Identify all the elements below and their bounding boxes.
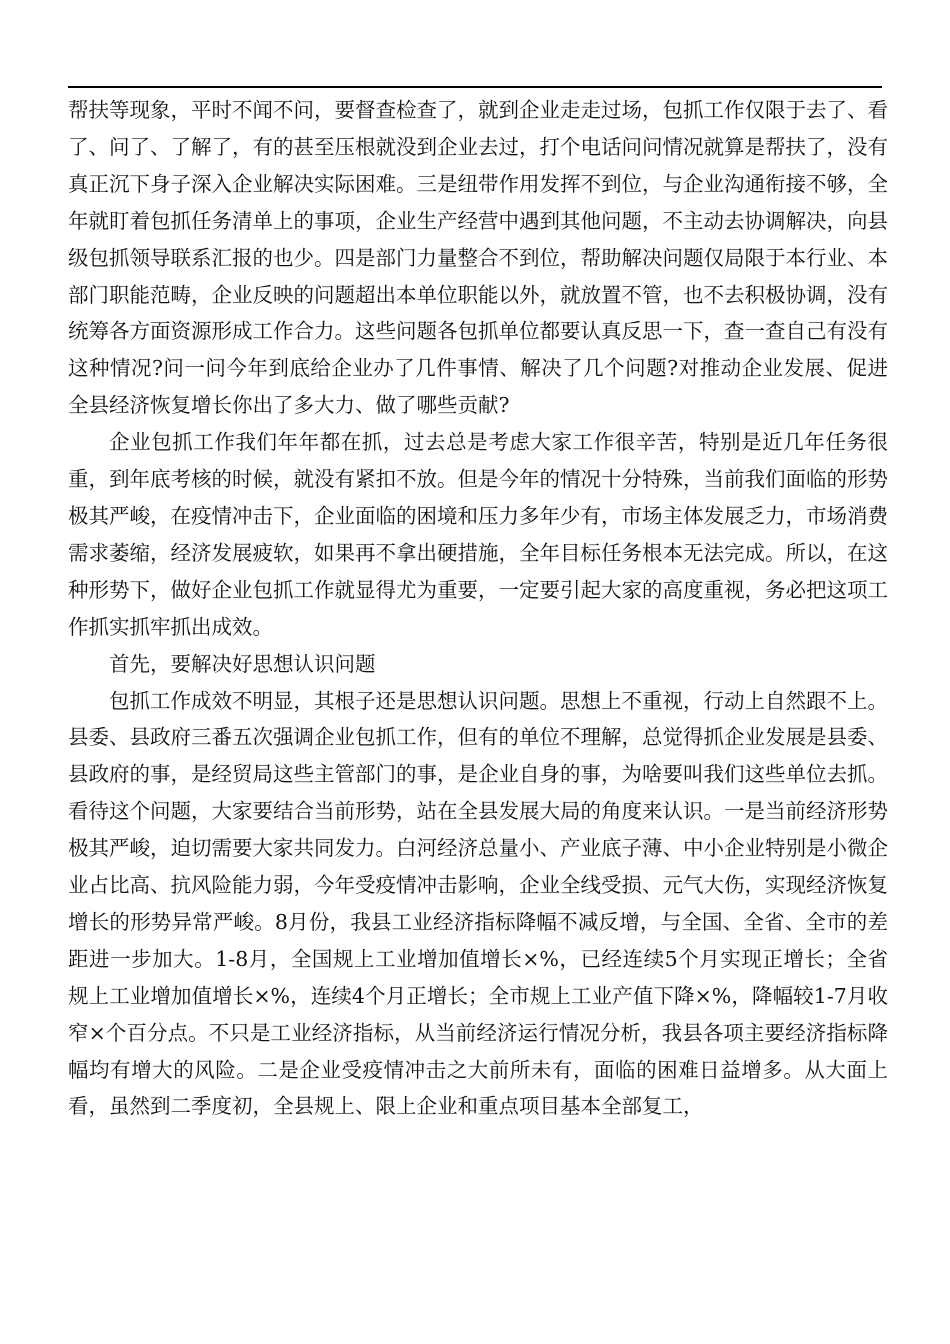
section-heading: 首先，要解决好思想认识问题 <box>109 651 376 676</box>
header-rule <box>68 86 882 88</box>
paragraph-1: 帮扶等现象，平时不闻不问，要督查检查了，就到企业走走过场，包抓工作仅限于去了、看了、问了、了解了，有的甚至压根就没到企业去过，打个电话问问情况就算是帮扶了，没有真正沉下身子深入企业解决实际困难。三是纽带作用发挥不到位，与企业沟通衔接不够，全年就盯着包抓任务清单上的事项，企业生产经营中遇到其他问题，不主动去协调解决，向县级包抓领导联系汇报的也少。四是部门力量整合不到位，帮助解决问题仅局限于本行业、本部门职能范畴，企业反映的问题超出本单位职能以外，就放置不管，也不去积极协调，没有统筹各方面资源形成工作合力。这些问题各包抓单位都要认真反思一下，查一查自己有没有这种情况?问一问今年到底给企业办了几件事情、解决了几个问题?对推动企业发展、促进全县经济恢复增长你出了多大力、做了哪些贡献? <box>68 98 888 418</box>
document-body <box>68 92 888 1125</box>
paragraph-2: 企业包抓工作我们年年都在抓，过去总是考虑大家工作很辛苦，特别是近几年任务很重，到年底考核的时候，就没有紧扣不放。但是今年的情况十分特殊，当前我们面临的形势极其严峻，在疫情冲击下，企业面临的困境和压力多年少有，市场主体发展乏力，市场消费需求萎缩，经济发展疲软，如果再不拿出硬措施，全年目标任务根本无法完成。所以，在这种形势下，做好企业包抓工作就显得尤为重要，一定要引起大家的高度重视，务必把这项工作抓实抓牢抓出成效。 <box>68 430 888 639</box>
paragraph-3: 包抓工作成效不明显，其根子还是思想认识问题。思想上不重视，行动上自然跟不上。县委、县政府三番五次强调企业包抓工作，但有的单位不理解，总觉得抓企业发展是县委、县政府的事，是经贸局这些主管部门的事，是企业自身的事，为啥要叫我们这些单位去抓。看待这个问题，大家要结合当前形势，站在全县发展大局的角度来认识。一是当前经济形势极其严峻，迫切需要大家共同发力。白河经济总量小、产业底子薄、中小企业特别是小微企业占比高、抗风险能力弱，今年受疫情冲击影响，企业全线受损、元气大伤，实现经济恢复增长的形势异常严峻。8月份，我县工业经济指标降幅不减反增，与全国、全省、全市的差距进一步加大。1-8月，全国规上工业增加值增长×%，已经连续5个月实现正增长；全省规上工业增加值增长×%，连续4个月正增长；全市规上工业产值下降×%，降幅较1-7月收窄×个百分点。不只是工业经济指标，从当前经济运行情况分析，我县各项主要经济指标降幅均有增大的风险。二是企业受疫情冲击之大前所未有，面临的困难日益增多。从大面上看，虽然到二季度初，全县规上、限上企业和重点项目基本全部复工， <box>68 688 888 1119</box>
